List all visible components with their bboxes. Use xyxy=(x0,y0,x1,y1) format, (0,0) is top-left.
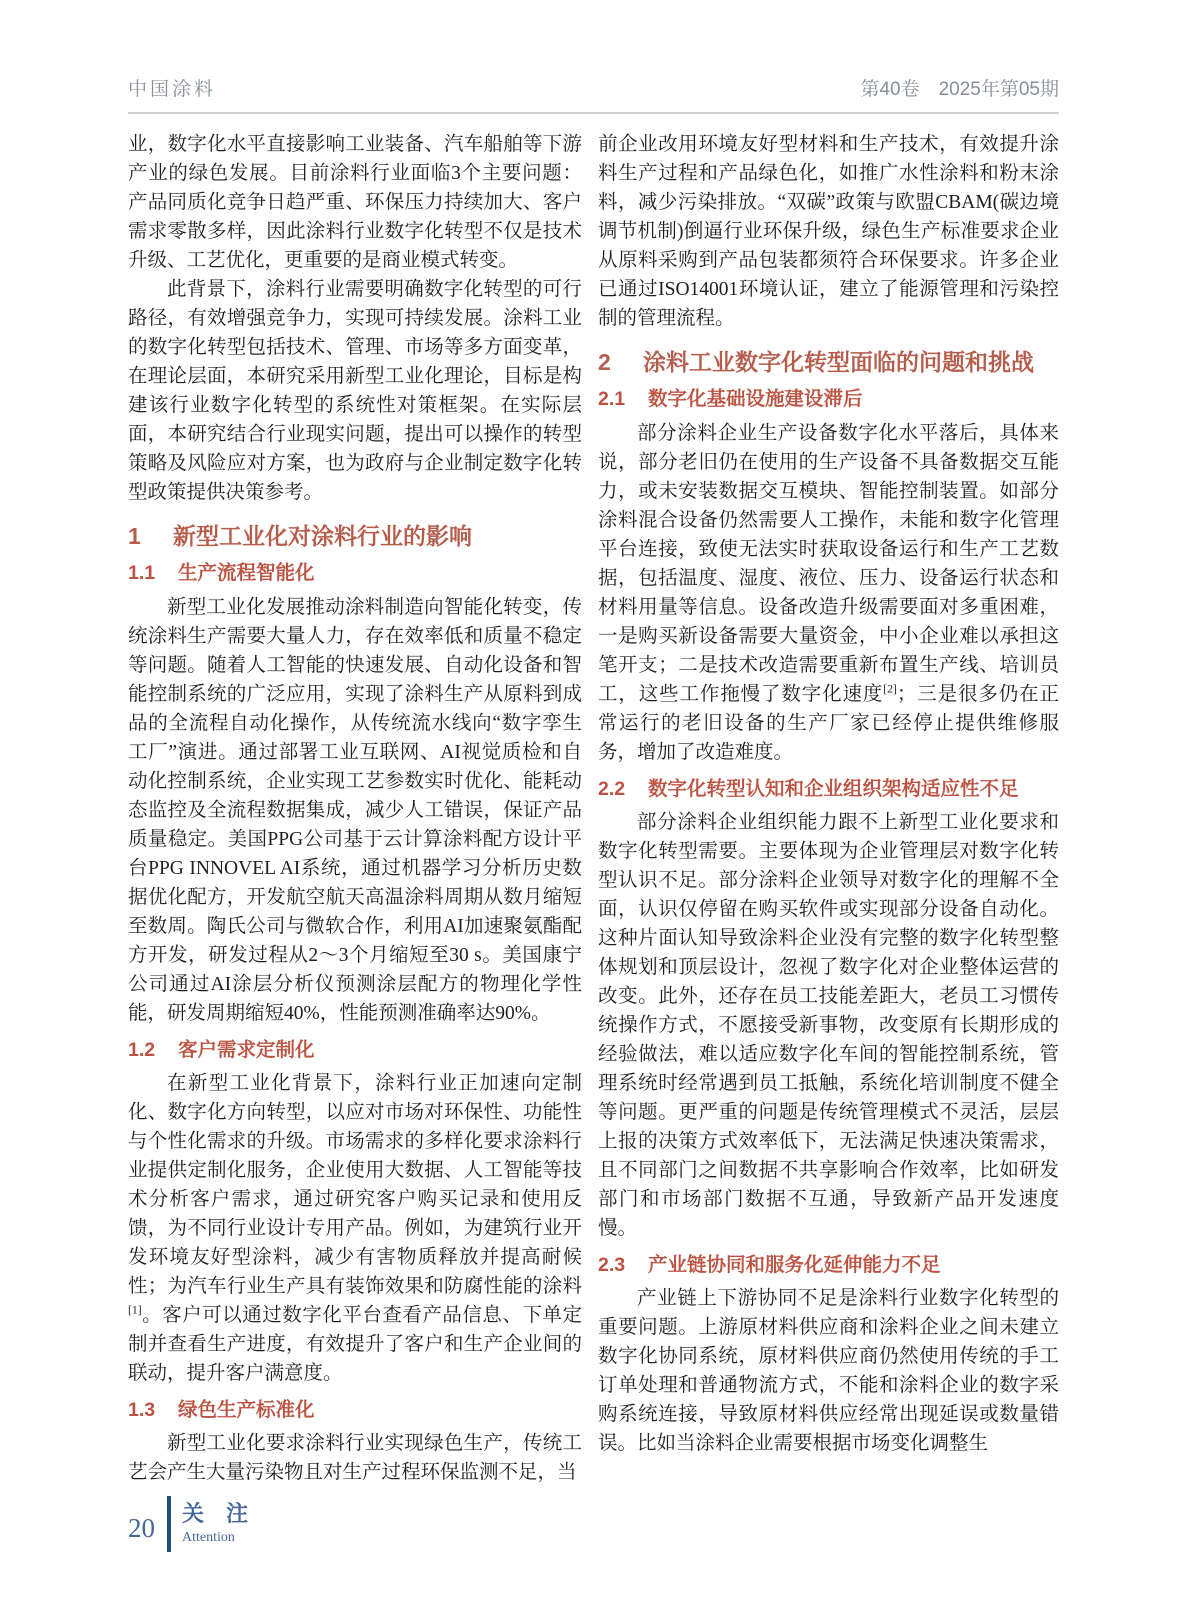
page-footer xyxy=(128,1496,248,1552)
subsection-2-3-title: 产业链协同和服务化延伸能力不足 xyxy=(648,1254,941,1277)
subsection-2-3-number: 2.3 xyxy=(598,1254,626,1277)
subsection-2-2-heading xyxy=(598,777,1059,802)
subsection-1-1-number: 1.1 xyxy=(128,562,156,585)
section-1-number: 1 xyxy=(128,523,141,549)
footer-section-block xyxy=(182,1496,248,1552)
paragraph-intro-continuation: 业，数字化水平直接影响工业装备、汽车船舶等下游产业的绿色发展。目前涂料行业面临3个主要问题：产品同质化竞争日趋严重、环保压力持续加大、客户需求零散多样，因此涂料行业数字化转型不仅是技术升级、工艺优化，更重要的是商业模式转变。 xyxy=(128,134,582,271)
subsection-2-1-title: 数字化基础设施建设滞后 xyxy=(648,388,863,411)
right-column xyxy=(598,130,1059,1458)
paragraph-2-2: 部分涂料企业组织能力跟不上新型工业化要求和数字化转型需要。主要体现为企业管理层对数字化转型认识不足。部分涂料企业领导对数字化的理解不全面，认识仅停留在购买软件或实现部分设备自动化。这种片面认知导致涂料企业没有完整的数字化转型整体规划和顶层设计，忽视了数字化对企业整体运营的改变。此外，还存在员工技能差距大，老员工习惯传统操作方式，不愿接受新事物，改变原有长期形成的经验做法，难以适应数字化车间的智能控制系统，管理系统时经常遇到员工抵触，系统化培训制度不健全等问题。更严重的问题是传统管理模式不灵活，层层上报的决策方式效率低下，无法满足快速决策需求，且不同部门之间数据不共享影响合作效率，比如研发部门和市场部门数据不互通，导致新产品开发速度慢。 xyxy=(598,812,1059,1240)
section-1-heading xyxy=(128,522,582,551)
section-2-title: 涂料工业数字化转型面临的问题和挑战 xyxy=(643,349,1034,375)
subsection-2-2-number: 2.2 xyxy=(598,777,626,800)
footer-section-cn: 关 注 xyxy=(182,1501,249,1527)
subsection-1-3-heading xyxy=(128,1398,582,1423)
footer-divider xyxy=(167,1496,171,1552)
subsection-2-2-title: 数字化转型认知和企业组织架构适应性不足 xyxy=(648,777,1019,800)
subsection-1-2-number: 1.2 xyxy=(128,1038,156,1061)
subsection-1-1-heading xyxy=(128,561,582,586)
journal-name: 中国涂料 xyxy=(128,79,217,100)
page-header xyxy=(128,74,1059,114)
paragraph-1-1: 新型工业化发展推动涂料制造向智能化转变，传统涂料生产需要大量人力，存在效率低和质量不稳定等问题。随着人工智能的快速发展、自动化设备和智能控制系统的广泛应用，实现了涂料生产从原料到成品的全流程自动化操作，从传统流水线向“数字孪生工厂”演进。通过部署工业互联网、AI视觉质检和自动化控制系统，企业实现工艺参数实时优化、能耗动态监控及全流程数据集成，减少人工错误，保证产品质量稳定。美国PPG公司基于云计算涂料配方设计平台PPG INNOVEL AI系统，通过机器学习分析历史数据优化配方，开发航空航天高温涂料周期从数月缩短至数周。陶氏公司与微软合作，利用AI加速聚氨酯配方开发，研发过程从2～3个月缩短至30 s。美国康宁公司通过AI涂层分析仪预测涂层配方的物理化学性能，研发周期缩短40%，性能预测准确率达90%。 xyxy=(128,596,582,1024)
subsection-1-3-title: 绿色生产标准化 xyxy=(178,1399,315,1422)
subsection-2-3-heading xyxy=(598,1253,1059,1278)
paragraph-2-1: 部分涂料企业生产设备数字化水平落后，具体来说，部分老旧仍在使用的生产设备不具备数据交互能力，或未安装数据交互模块、智能控制装置。如部分涂料混合设备仍然需要人工操作，未能和数字化管理平台连接，致使无法实时获取设备运行和生产工艺数据，包括温度、湿度、液位、压力、设备运行状态和材料用量等信息。设备改造升级需要面对多重困难，一是购买新设备需要大量资金，中小企业难以承担这笔开支；二是技术改造需要重新布置生产线、培训员工，这些工作拖慢了数字化速度[2]；三是很多仍在正常运行的老旧设备的生产厂家已经停止提供维修服务，增加了改造难度。 xyxy=(598,422,1059,763)
paragraph-2-3: 产业链上下游协同不足是涂料行业数字化转型的重要问题。上游原材料供应商和涂料企业之间未建立数字化协同系统，原材料供应商仍然使用传统的手工订单处理和普通物流方式，不能和涂料企业的数字采购系统连接，导致原材料供应经常出现延误或数量错误。比如当涂料企业需要根据市场变化调整生 xyxy=(598,1288,1059,1455)
subsection-2-1-heading xyxy=(598,387,1059,412)
issue-info: 第40卷 2025年第05期 xyxy=(860,79,1059,100)
paragraph-1-3-continuation: 前企业改用环境友好型材料和生产技术，有效提升涂料生产过程和产品绿色化，如推广水性涂料和粉末涂料，减少污染排放。“双碳”政策与欧盟CBAM(碳边境调节机制)倒逼行业环保升级，绿色生产标准要求企业从原料采购到产品包装都须符合环保要求。许多企业已通过ISO14001环境认证，建立了能源管理和污染控制的管理流程。 xyxy=(598,134,1059,329)
section-2-heading xyxy=(598,348,1059,377)
subsection-1-1-title: 生产流程智能化 xyxy=(178,562,315,585)
subsection-2-1-number: 2.1 xyxy=(598,388,626,411)
subsection-1-3-number: 1.3 xyxy=(128,1399,156,1422)
paragraph-1-3: 新型工业化要求涂料行业实现绿色生产，传统工艺会产生大量污染物且对生产过程环保监测不足，当 xyxy=(128,1433,582,1484)
left-column xyxy=(128,130,582,1487)
page-number: 20 xyxy=(128,1512,155,1543)
subsection-1-2-title: 客户需求定制化 xyxy=(178,1038,315,1061)
subsection-1-2-heading xyxy=(128,1038,582,1063)
section-1-title: 新型工业化对涂料行业的影响 xyxy=(173,523,472,549)
paragraph-1-2: 在新型工业化背景下，涂料行业正加速向定制化、数字化方向转型，以应对市场对环保性、功能性与个性化需求的升级。市场需求的多样化要求涂料行业提供定制化服务，企业使用大数据、人工智能等技术分析客户需求，通过研究客户购买记录和使用反馈，为不同行业设计专用产品。例如，为建筑行业开发环境友好型涂料，减少有害物质释放并提高耐候性；为汽车行业生产具有装饰效果和防腐性能的涂料[1]。客户可以通过数字化平台查看产品信息、下单定制并查看生产进度，有效提升了客户和生产企业间的联动，提升客户满意度。 xyxy=(128,1073,582,1385)
footer-section-en: Attention xyxy=(182,1529,235,1545)
section-2-number: 2 xyxy=(598,349,611,375)
paragraph-background: 此背景下，涂料行业需要明确数字化转型的可行路径，有效增强竞争力，实现可持续发展。涂料工业的数字化转型包括技术、管理、市场等多方面变革，在理论层面，本研究采用新型工业化理论，目标是构建该行业数字化转型的系统性对策框架。在实际层面，本研究结合行业现实问题，提出可以操作的转型策略及风险应对方案，也为政府与企业制定数字化转型政策提供决策参考。 xyxy=(128,279,582,503)
